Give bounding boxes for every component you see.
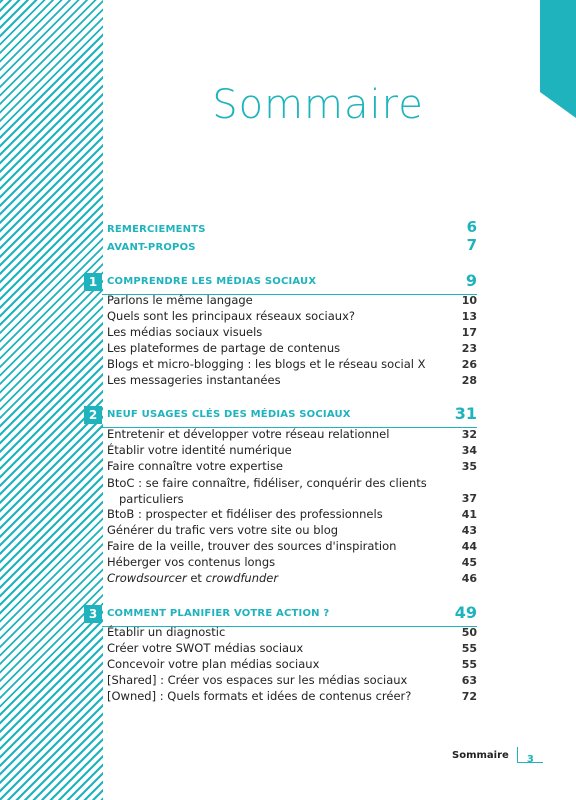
toc-entry[interactable] [107,625,477,639]
chapter-2-heading[interactable] [84,406,477,424]
toc-entry-label: Blogs et micro-blogging : les blogs et le réseau social X [107,357,426,371]
toc-entry-page: 44 [461,540,477,553]
toc-entry[interactable] [107,341,477,355]
toc-entry-avant-propos[interactable] [107,236,477,254]
chapter-1-heading[interactable] [84,273,477,291]
chapter-page: 49 [454,603,477,622]
chapter-3-heading[interactable] [84,605,477,623]
chapter-number: 2 [84,406,102,424]
toc-entry-page: 46 [461,572,477,585]
toc-entry-label: Héberger vos contenus longs [107,555,276,569]
toc-entry-page: 7 [466,236,477,254]
toc-entry-label: Les médias sociaux visuels [107,325,263,339]
toc-entry-page: 6 [466,218,477,236]
toc-entry-page: 55 [461,642,477,655]
chapter-page: 9 [465,271,477,290]
toc-entry-label: Concevoir votre plan médias sociaux [107,657,320,671]
toc-entry-page: 45 [461,556,477,569]
toc-entry-label: Établir votre identité numérique [107,443,292,457]
toc-entry-page: 63 [461,674,477,687]
toc-entry[interactable] [107,475,477,507]
toc-entry-page: 23 [461,342,477,355]
toc-entry[interactable] [107,507,477,521]
toc-entry-page: 72 [461,690,477,703]
toc-entry-label: Les messageries instantanées [107,373,281,387]
toc-entry[interactable] [107,571,477,585]
toc-entry-label: Générer du trafic vers votre site ou blog [107,523,339,537]
toc-entry-page: 13 [461,310,477,323]
toc-entry-page: 26 [461,358,477,371]
toc-entry-page: 17 [461,326,477,339]
page-title: Sommaire [212,82,424,128]
toc-entry-label: Faire connaître votre expertise [107,459,284,473]
toc-entry[interactable] [107,309,477,323]
toc-entry-label: Les plateformes de partage de contenus [107,341,341,355]
chapter-page: 31 [454,404,477,423]
toc-entry[interactable] [107,673,477,687]
chapter-title: COMMENT PLANIFIER VOTRE ACTION ? [107,608,330,619]
toc-entry-page: 32 [461,428,477,441]
toc-entry-page: 34 [461,444,477,457]
footer-label: Sommaire [452,749,509,761]
toc-entry[interactable] [107,539,477,553]
toc-entry[interactable] [107,689,477,703]
toc-entry[interactable] [107,357,477,371]
toc-entry[interactable] [107,459,477,473]
toc-entry-label: REMERCIEMENTS [107,224,206,235]
chapter-title: COMPRENDRE LES MÉDIAS SOCIAUX [107,276,317,287]
toc-entry-label: [Shared] : Créer vos espaces sur les médias sociaux [107,673,408,687]
toc-entry[interactable] [107,325,477,339]
toc-entry[interactable] [107,657,477,671]
toc-entry-page: 10 [461,294,477,307]
toc-entry-label: BtoB : prospecter et fidéliser des professionnels [107,507,383,521]
toc-entry-label: AVANT-PROPOS [107,242,196,253]
toc-entry[interactable] [107,427,477,441]
chapter-number: 1 [84,273,102,291]
toc-entry-page: 55 [461,658,477,671]
toc-entry-label: Établir un diagnostic [107,625,226,639]
toc-entry[interactable] [107,641,477,655]
toc-entry-label-line2: particuliers [119,492,184,506]
toc-entry-label: Faire de la veille, trouver des sources d'inspiration [107,539,397,553]
page-footer [452,747,543,763]
toc-entry[interactable] [107,373,477,387]
toc-entry-label-joiner: et [186,571,206,585]
toc-entry-page: 50 [461,626,477,639]
toc-entry-page: 43 [461,524,477,537]
footer-page-box [517,747,543,763]
toc-entry[interactable] [107,293,477,307]
toc-entry-label: Parlons le même langage [107,293,253,307]
chapter-number: 3 [84,605,102,623]
toc-entry-label: Entretenir et développer votre réseau relationnel [107,427,390,441]
toc-entry-page: 41 [461,508,477,521]
toc-entry[interactable] [107,443,477,457]
toc-entry-label-italic: crowdfunder [205,571,279,585]
toc-entry-label: [Owned] : Quels formats et idées de contenus créer? [107,689,412,703]
toc-entry-page: 28 [461,374,477,387]
footer-page-number: 3 [526,754,534,765]
toc-entry-label: Quels sont les principaux réseaux sociaux? [107,309,355,323]
chapter-title: NEUF USAGES CLÉS DES MÉDIAS SOCIAUX [107,409,351,420]
toc-entry-label-line1: BtoC : se faire connaître, fidéliser, conquérir des clients [107,476,427,490]
toc-entry[interactable] [107,523,477,537]
toc-entry-label: Créer votre SWOT médias sociaux [107,641,304,655]
toc-entry-label [107,571,278,585]
toc-entry-page: 35 [461,460,477,473]
toc-entry[interactable] [107,555,477,569]
toc-entry-remerciements[interactable] [107,218,477,236]
toc-entry-label-italic: Crowdsourcer [107,571,187,585]
toc-entry-page: 37 [461,492,477,505]
